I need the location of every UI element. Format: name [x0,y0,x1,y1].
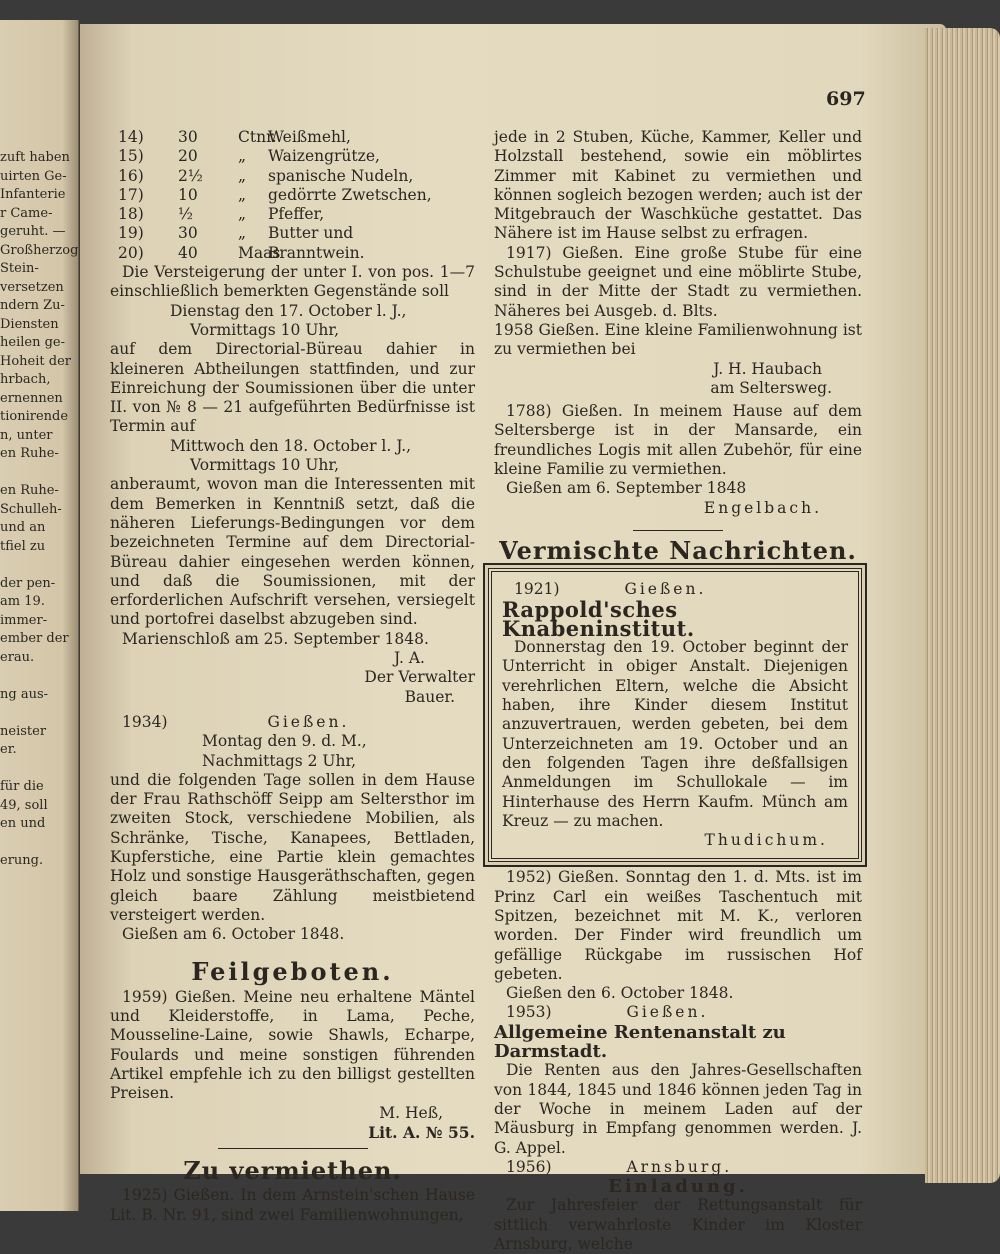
left-page-fragment: er. [0,742,17,757]
left-page-fragment: zuft haben [0,150,70,165]
left-page-fragment: heilen ge- [0,335,65,350]
goods-list-item [118,186,475,205]
page-number: 697 [826,88,866,110]
ad-number: 1934) [122,712,168,731]
ad-1788-place: Gießen am 6. September 1848 [506,479,747,498]
goods-q: ½ [178,205,194,224]
page-stack-edges [925,28,1000,1183]
ad-1917: 1917) Gießen. Eine große Stube für eine Schulstube geeignet und eine möblirte Stube, sind in der Mitte der Stadt zu vermiethen. Näheres bei Ausgeb. d. Blts. [494,243,862,320]
ad-1958-address: am Seltersweg. [710,378,832,397]
ad-1934-place: Gießen am 6. October 1848. [122,925,345,944]
left-page-fragment: erung. [0,853,44,868]
goods-u: „ [238,224,247,243]
goods-item: Branntwein. [268,243,365,262]
ad-1959-signature: M. Heß, [379,1103,443,1122]
box-number: 1921) [514,580,560,599]
ad-1934-date: Montag den 9. d. M., [202,732,367,751]
ad-1956-header [494,1158,862,1177]
left-page-fragment: ernennen [0,390,63,406]
left-page-fragment: tfiel zu [0,538,46,554]
left-page-fragment: en Ruhe- [0,483,59,498]
left-page-fragment: 49, soll [0,797,48,813]
ad-1953-title: Allgemeine Rentenanstalt zu Darmstadt. [494,1021,786,1063]
left-page-fragment: für die [0,779,44,794]
goods-list-item [118,147,475,166]
ad-1934-body: und die folgenden Tage sollen in dem Hause der Frau Rathschöff Seipp am Seltersthor im zweiten Stock, verschiedene Mobilien, als Schränke, Tische, Kanapees, Bettladen, Kupferstiche, eine Partie klein gemachtes Holz und sonstige Hausgeräthschaften, gegen gleich baare Zählung meistbietend versteigert werden. [110,770,475,924]
right-column [494,128,862,1254]
auction-notice-intro: Die Versteigerung der unter I. von pos. 1—7 einschließlich bemerkten Gegenstände soll [110,263,475,301]
left-page-fragment: uirten Ge- [0,168,67,184]
left-page-fragment: Großherzog [0,242,79,258]
section-divider [218,1148,368,1149]
left-page-fragment: en Ruhe- [0,446,59,461]
left-page-fragment: n, unter [0,427,53,443]
goods-n: 15) [118,147,144,166]
ad-1934-time: Nachmittags 2 Uhr, [202,751,357,770]
goods-n: 18) [118,205,144,224]
left-page-fragment: versetzen [0,279,64,295]
left-page-fragment: tionirende [0,409,69,424]
ad-1788-signature: Engelbach. [703,498,822,517]
ad-1953-body: Die Renten aus den Jahres-Gesellschaften von 1844, 1845 und 1846 können jeden Tag in der Woche in meinem Laden auf der Mäusburg in Empfang genommen werden. J. G. Appel. [494,1061,862,1157]
goods-u: Ctnr. [238,128,277,146]
box-city: Gießen. [624,580,707,599]
goods-u: „ [238,205,247,224]
ad-1788: 1788) Gießen. In meinem Hause auf dem Seltersberge ist in der Mansarde, ein freundliches Logis mit allen Zubehör, für eine kleine Familie zu vermiethen. [494,402,862,479]
left-page-fragment: immer- [0,612,48,628]
left-page-fragment: Diensten [0,316,59,332]
ad-1958-signature: J. H. Haubach [713,359,822,378]
left-page-fragment: ndern Zu- [0,298,65,313]
left-column [110,128,475,1225]
signature-name: Bauer. [404,687,455,706]
ad-1959-lit: Lit. A. № 55. [368,1122,475,1142]
goods-n: 20) [118,243,144,262]
left-page-fragment: ember der [0,631,69,646]
goods-list [110,128,475,263]
goods-u: „ [238,147,247,166]
left-page-edge [0,20,79,1211]
left-page-fragment: Infanterie [0,187,66,202]
goods-q: 40 [178,243,198,262]
goods-item: Weißmehl, [268,128,351,146]
goods-list-item [118,167,475,186]
left-page-fragment: erau. [0,649,35,665]
ad-1956-title: Einladung. [608,1176,748,1198]
section-divider-2 [633,530,723,531]
left-page-fragment: neister [0,723,47,739]
goods-list-item [118,224,475,243]
goods-n: 19) [118,224,144,243]
left-page-fragment: der pen- [0,575,56,591]
rent-continued: jede in 2 Stuben, Küche, Kammer, Keller und Holzstall bestehend, sowie ein möblirtes Zimmer mit Kabinet zu vermiethen und können sogleich bezogen werden; auch ist der Mitgebrauch der Waschküche gestattet. Das Nähere ist im Hause selbst zu erfragen. [494,128,862,243]
goods-item: Waizengrütze, [268,147,380,166]
ad-1925-body: 1925) Gießen. In dem Arnstein'schen Hause Lit. B. Nr. 91, sind zwei Familienwohnungen, [110,1186,475,1224]
goods-item: spanische Nudeln, [268,166,414,185]
goods-u: „ [238,166,247,185]
left-page-fragment: und an [0,520,46,535]
auction-notice-middle: auf dem Directorial-Büreau dahier in kleineren Abtheilungen stattfinden, und zur Einreichung der Soumissionen über die unter II. von № 8 — 21 aufgeführten Bedürfnisse ist Termin auf [110,340,475,436]
left-page-fragment: Stein- [0,261,39,276]
ad-1956-number: 1956) [506,1157,552,1176]
left-page-fragment: Hoheit der [0,353,71,369]
box-body: Donnerstag den 19. October beginnt der Unterricht in obiger Anstalt. Diejenigen verehrlichen Eltern, welche die Absicht haben, ihre Kinder diesem Institut anzuvertrauen, werden gebeten, bei dem Unterzeichneten am 19. October und an den folgenden Tagen ihre deßfallsigen Anmeldungen im Schullokale — im Hinterhause des Herrn Kaufm. Münch am Kreuz — zu machen. [502,638,848,830]
goods-n: 14) [118,128,144,146]
ad-1953-number: 1953) [506,1003,552,1022]
auction-date-1: Dienstag den 17. October l. J., [170,301,407,320]
section-zu-vermiethen: Zu vermiethen. [183,1156,402,1186]
ad-1959-body: 1959) Gießen. Meine neu erhaltene Mäntel und Kleiderstoffe, in Lama, Peche, Mousseline-Laine, sowie Shawls, Echarpe, Foulards und meine sonstigen führenden Artikel empfehle ich zu den billigst gestellten Preisen. [110,987,475,1103]
goods-list-item [118,205,475,224]
left-page-fragment: hrbach, [0,372,51,387]
goods-q: 30 [178,128,198,146]
goods-q: 20 [178,147,198,166]
left-page-fragment: r Came- [0,205,53,221]
auction-date-2: Mittwoch den 18. October l. J., [170,436,412,455]
box-signature: Thudichum. [704,831,828,850]
auction-time-1: Vormittags 10 Uhr, [190,320,339,339]
goods-q: 2½ [178,166,203,185]
auction-time-2: Vormittags 10 Uhr, [190,456,339,475]
ad-1952: 1952) Gießen. Sonntag den 1. d. Mts. ist im Prinz Carl ein weißes Taschentuch mit Spitzen, bezeichnet mit M. K., verloren worden. Der Finder wird freundlich um gefällige Rückgabe im russischen Hof gebeten. [494,868,862,983]
left-page-fragment: geruht. — [0,224,66,239]
section-feilgeboten: Feilgeboten. [191,957,394,987]
goods-list-item [118,128,475,147]
left-page-fragment: ng aus- [0,686,49,702]
ad-1953-header [494,1003,862,1022]
goods-list-item [118,244,475,263]
ad-1958: 1958 Gießen. Eine kleine Familienwohnung ist zu vermiethen bei [494,320,862,359]
ad-city: Gießen. [267,712,350,731]
left-page-fragment: Schulleh- [0,501,62,517]
goods-n: 16) [118,166,144,185]
left-page-fragment: am 19. [0,594,45,609]
ad-1956-body: Zur Jahresfeier der Rettungsanstalt für sittlich verwahrloste Kinder im Kloster Arnsburg, welche [494,1196,862,1254]
goods-u: „ [238,185,247,204]
framed-announcement [488,568,862,862]
goods-item: gedörrte Zwetschen, [268,185,432,204]
goods-q: 10 [178,185,198,204]
goods-item: Butter und [268,224,354,243]
goods-n: 17) [118,185,144,204]
goods-item: Pfeffer, [268,205,325,224]
ad-1934-header [110,713,475,732]
goods-q: 30 [178,224,198,243]
goods-u: Maas [238,243,281,262]
box-title: Rappold'sches Knabeninstitut. [502,596,695,641]
auction-place-date: Marienschloß am 25. September 1848. [122,629,429,648]
section-vermischte-nachrichten: Vermischte Nachrichten. [499,535,857,565]
ad-1953-city: Gießen. [626,1003,709,1022]
ad-1956-city: Arnsburg. [626,1157,733,1176]
signature-ja: J. A. [394,649,425,668]
signature-title: Der Verwalter [364,668,475,687]
auction-notice-body: anberaumt, wovon man die Interessenten mit dem Bemerken in Kenntniß setzt, daß die näheren Lieferungs-Bedingungen vor dem bezeichneten Termine auf dem Directorial-Büreau dahier eingesehen werden können, und daß die Soumissionen, mit der erforderlichen Aufschrift versehen, versiegelt und portofrei daselbst abzugeben sind. [110,475,475,629]
ad-1952-place: Gießen den 6. October 1848. [506,984,734,1003]
left-page-fragment: en und [0,816,46,831]
